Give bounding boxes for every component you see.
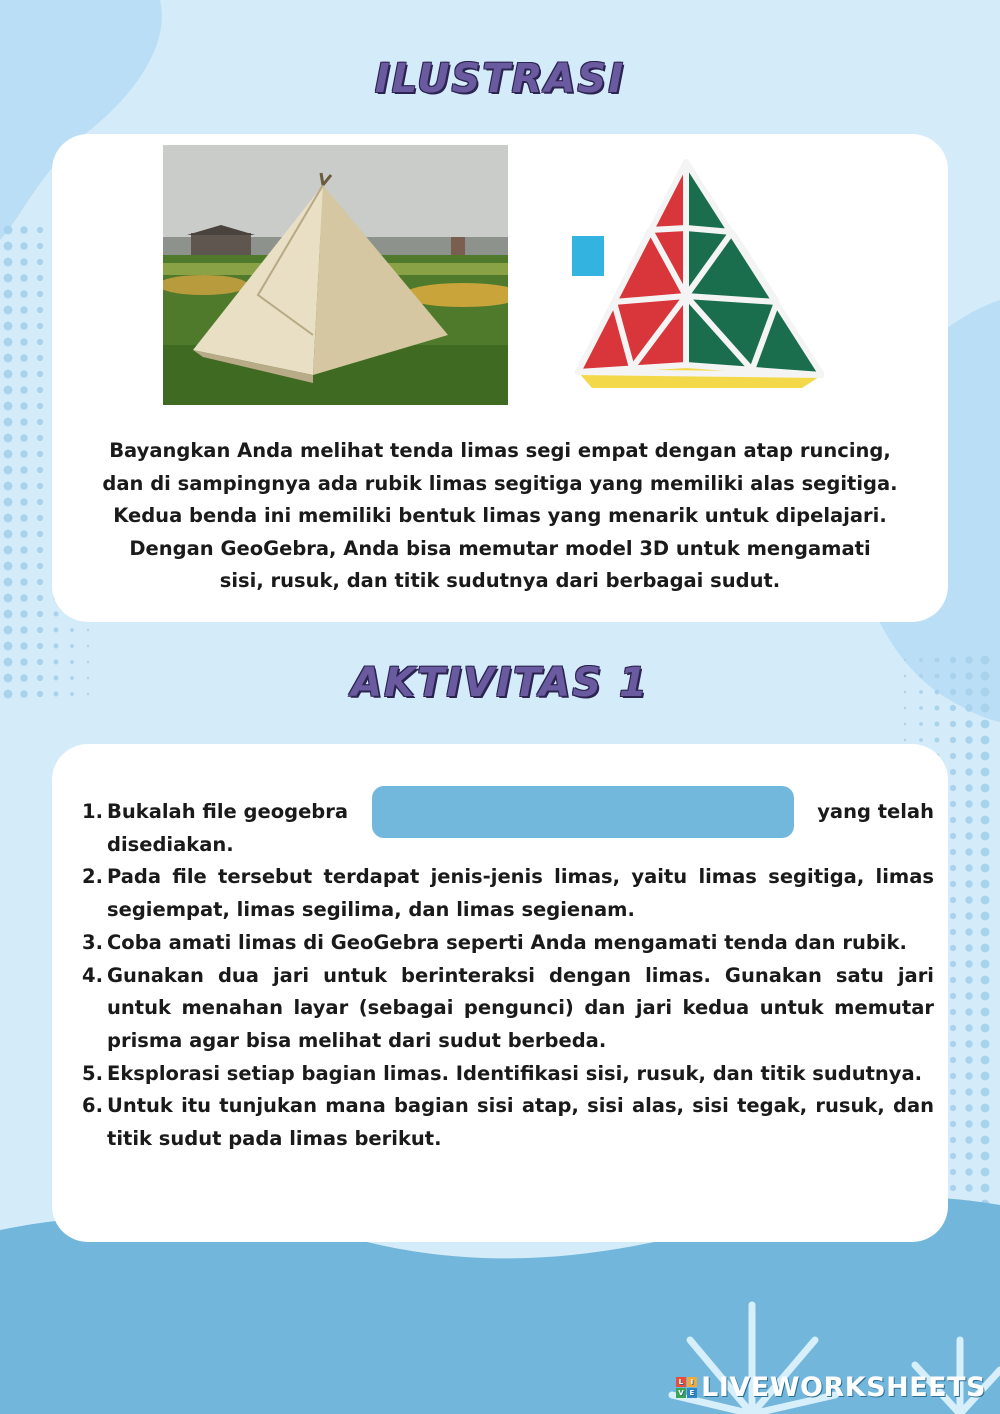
liveworksheets-brand[interactable] — [676, 1372, 986, 1403]
liveworksheets-logo-icon: L I V E — [676, 1377, 697, 1398]
step-text: yang telah — [817, 800, 934, 823]
step-text: Untuk itu tunjukan mana bagian sisi atap, sisi alas, sisi tegak, rusuk, dan titik sudut pada limas berikut. — [107, 1094, 934, 1151]
heading-ilustrasi: ILUSTRASI — [374, 56, 626, 102]
step-number: 5. — [82, 1061, 103, 1085]
step-text: Eksplorasi setiap bagian limas. Identifikasi sisi, rusuk, dan titik sudutnya. — [107, 1061, 923, 1085]
step-number: 4. — [82, 963, 103, 987]
step-item — [70, 861, 934, 926]
tent-photo — [163, 145, 508, 405]
step-text: Coba amati limas di GeoGebra seperti Anda mengamati tenda dan rubik. — [107, 930, 907, 954]
intro-line: Kedua benda ini memiliki bentuk limas yang menarik untuk dipelajari. — [113, 504, 887, 527]
geogebra-file-input[interactable] — [372, 786, 794, 838]
step-item — [70, 796, 934, 861]
intro-line: dan di sampingnya ada rubik limas segitiga yang memiliki alas segitiga. — [102, 471, 898, 495]
step-item — [70, 1058, 934, 1091]
step-item — [70, 960, 934, 1058]
step-number: 1. — [82, 800, 103, 823]
step-text: Gunakan dua jari untuk berinteraksi dengan limas. Gunakan satu jari untuk menahan layar (sebagai pengunci) dan jari kedua untuk memutar prisma agar bisa melihat dari sudut berbeda. — [107, 963, 934, 1052]
intro-line: sisi, rusuk, dan titik sudutnya dari berbagai sudut. — [219, 569, 781, 592]
step-number: 3. — [82, 930, 103, 954]
step-text: disediakan. — [107, 832, 234, 856]
step-number: 6. — [82, 1094, 103, 1118]
step-item — [70, 1090, 934, 1155]
step-number: 2. — [82, 865, 103, 889]
rubik-photo — [572, 150, 824, 390]
intro-line: Dengan GeoGebra, Anda bisa memutar model 3D untuk mengamati — [129, 536, 871, 560]
step-text: Bukalah file geogebra — [107, 800, 349, 823]
intro-paragraph — [62, 435, 938, 598]
intro-line: Bayangkan Anda melihat tenda limas segi empat dengan atap runcing, — [109, 439, 891, 462]
heading-aktivitas: AKTIVITAS 1 — [351, 660, 649, 706]
step-text: Pada file tersebut terdapat jenis-jenis limas, yaitu limas segitiga, limas segiempat, limas segilima, dan limas segienam. — [107, 865, 934, 922]
activity-steps — [70, 796, 934, 1156]
step-item — [70, 927, 934, 960]
brand-text: LIVEWORKSHEETS — [701, 1372, 986, 1403]
